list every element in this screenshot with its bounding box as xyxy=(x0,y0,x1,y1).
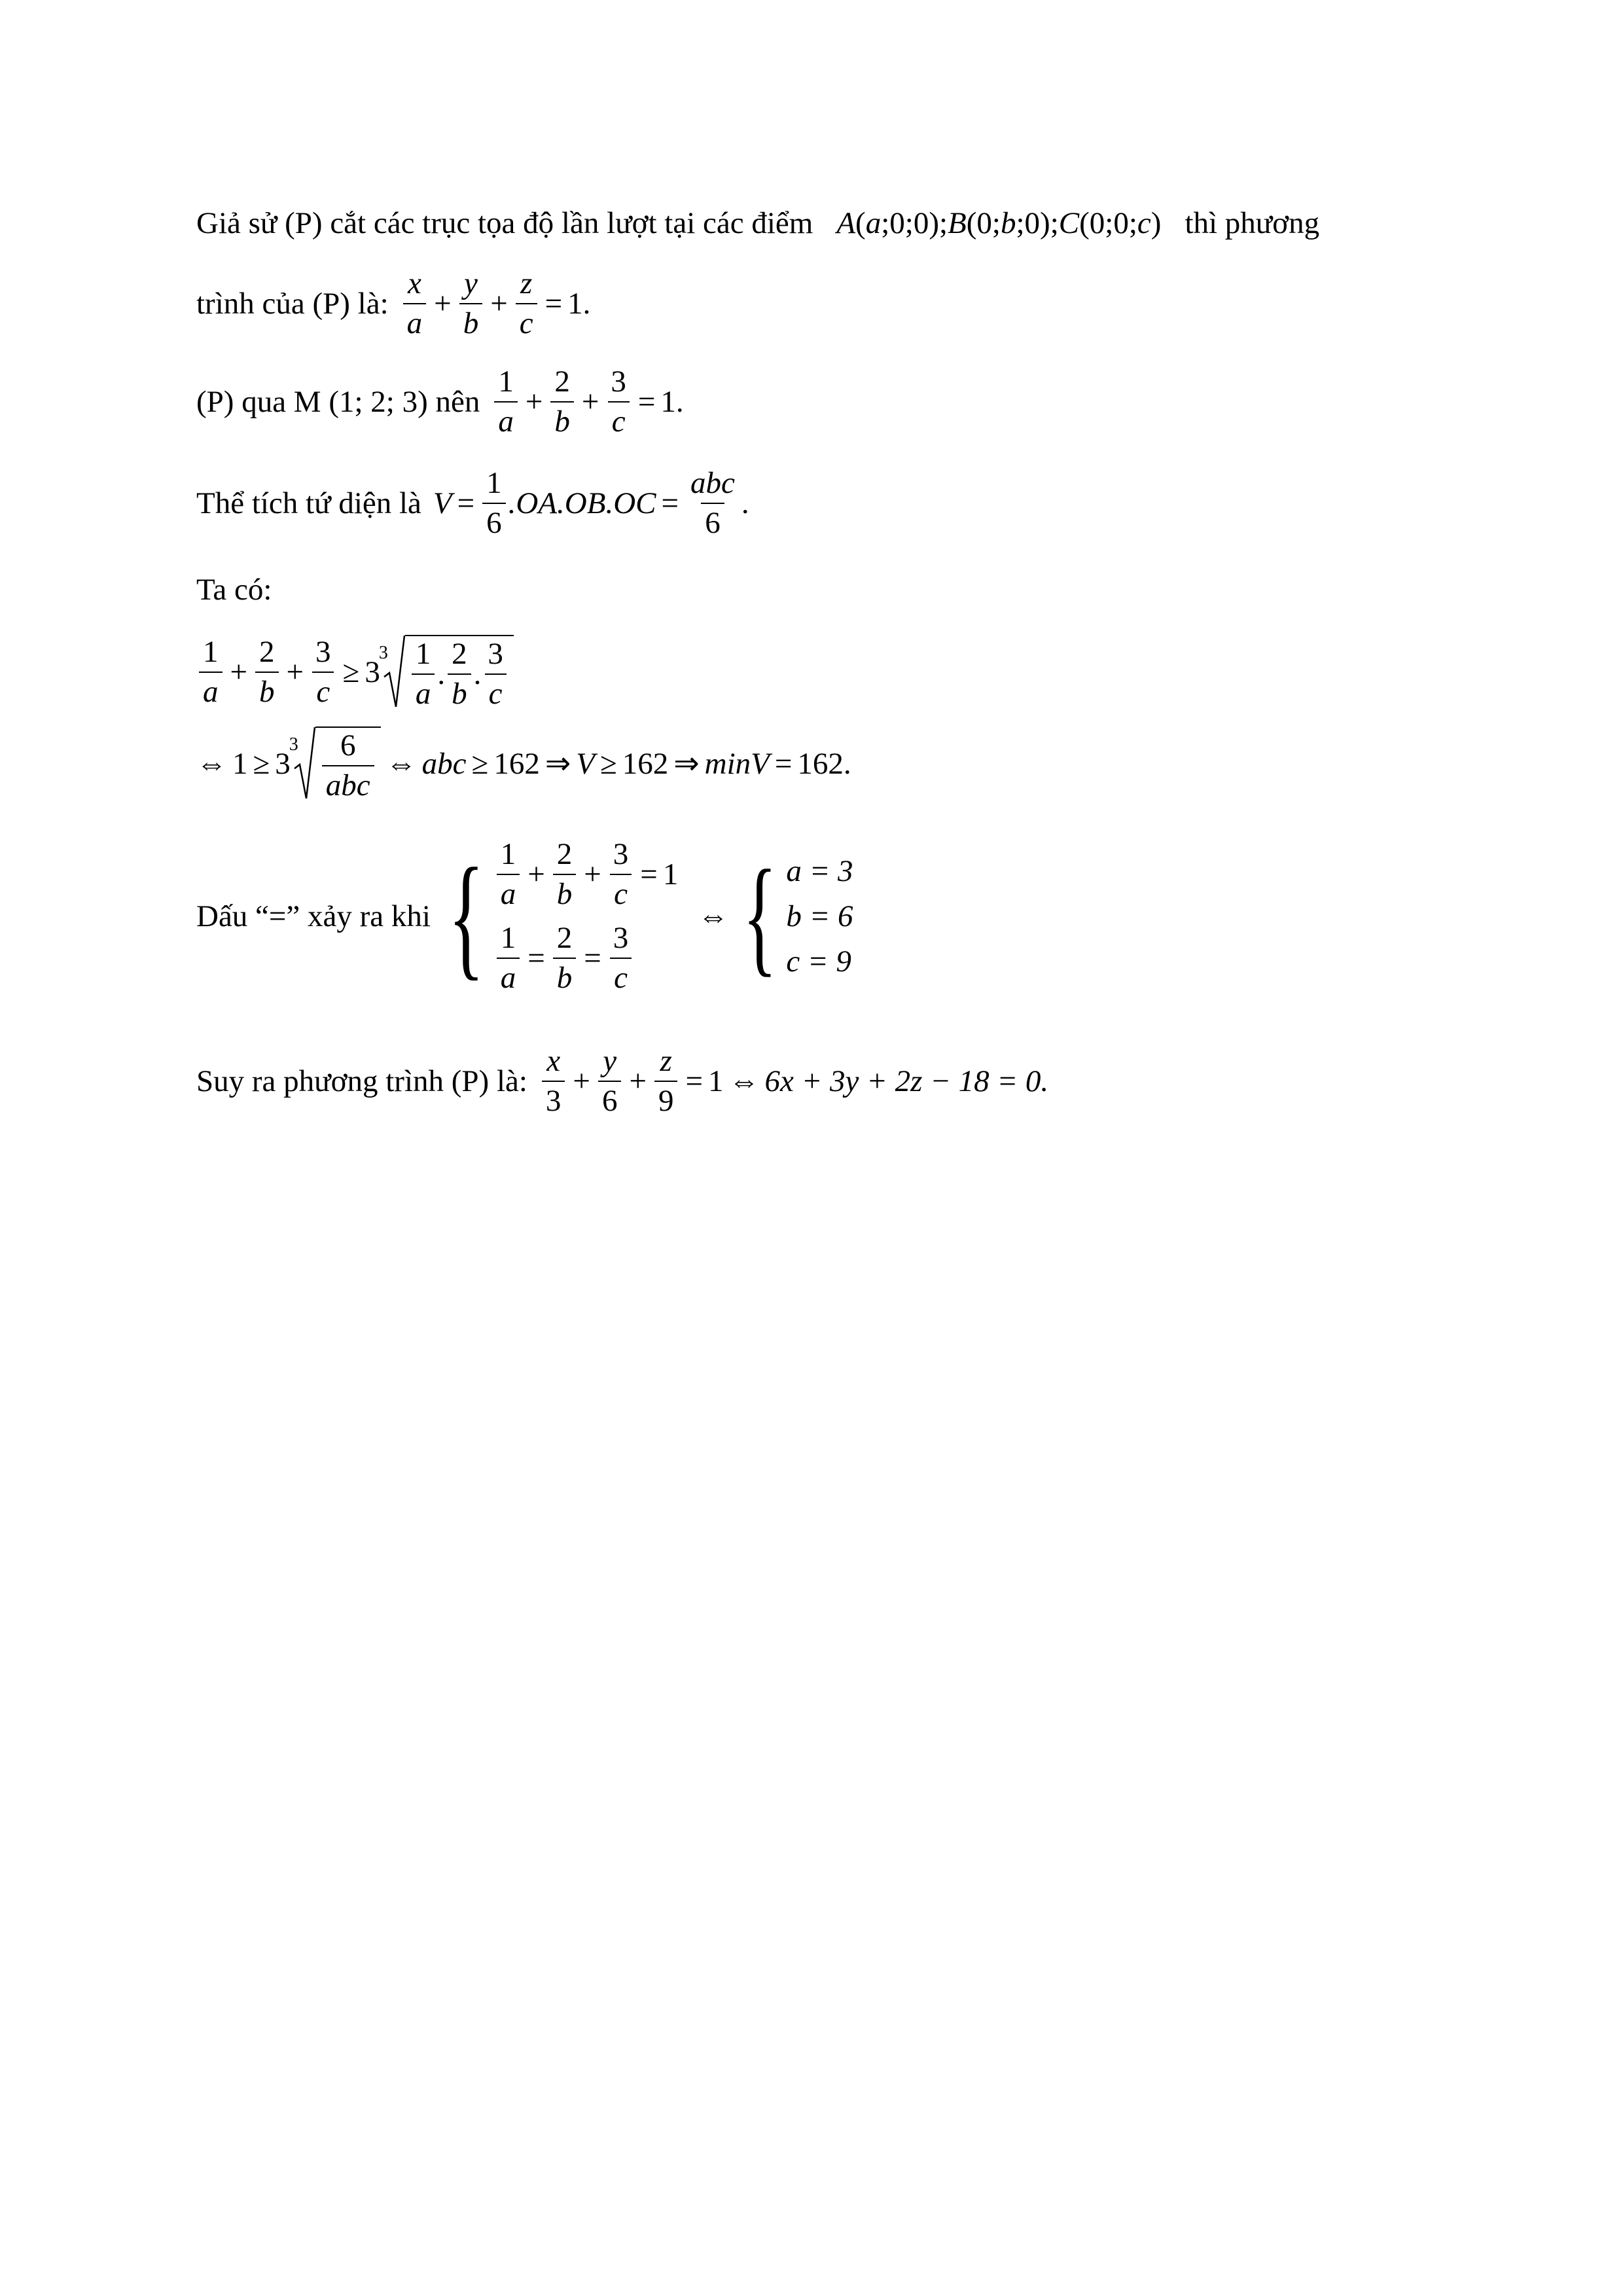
equation-system: { $\frac{1}{a}$ + $\frac{2}{b}$ + $\frac{3}{c}$ = 1 $\frac{1}{a}$ = $\frac{2}{b}$ = $\frac{3}{c}$ xyxy=(448,837,679,995)
line-2: trình của (P) là: $\frac{x}{a}$ + $\frac{y}{b}$ + $\frac{z}{c}$ = 1. xyxy=(196,266,591,340)
final-equation: 6x + 3y + 2z − 18 = 0. xyxy=(764,1064,1049,1098)
fraction-abc-6: $\frac{\text{abc}}{6}$ xyxy=(690,466,735,540)
cube-root-2: 3 $\frac{6}{\text{abc}}$ xyxy=(293,726,381,801)
line-1: Giả sử (P) cắt các trục tọa độ lần lượt tại các điểm A ( a ; 0 ; 0 ); B ( 0 ; b ; 0 ); C ( 0 ; 0 ; c ) thì phương xyxy=(196,206,1320,240)
line-9: Suy ra phương trình (P) là: $\frac{x}{3}$ + $\frac{y}{6}$ + $\frac{z}{9}$ = 1 ⇔ 6x + 3y + 2z − 18 = 0. xyxy=(196,1044,1049,1118)
cube-root: 3 $\frac{1}{a}$ . $\frac{2}{b}$ . $\frac{3}{c}$ xyxy=(383,635,514,709)
line-3: (P) qua M (1; 2; 3) nên $\frac{1}{a}$ + $\frac{2}{b}$ + $\frac{3}{c}$ = 1. xyxy=(196,365,684,439)
fraction-z-c: $\frac{z}{c}$ xyxy=(516,268,537,339)
line-7: ⇔ 1 ≥ 3 3 $\frac{6}{\text{abc}}$ ⇔ abc ≥ 162 ⇒ V ≥ 162 ⇒ minV = 162. xyxy=(196,726,851,801)
line-5: Ta có: xyxy=(196,573,272,607)
fraction-1-6: $\frac{1}{6}$ xyxy=(482,468,506,539)
line-1-tail: thì phương xyxy=(1185,206,1320,240)
fraction-y-b: $\frac{y}{b}$ xyxy=(459,268,483,339)
fraction-1-a: $\frac{1}{a}$ xyxy=(494,367,518,437)
solution-system: { a = 3 b = 6 c = 9 xyxy=(742,844,853,988)
fraction-2-b: $\frac{2}{b}$ xyxy=(550,367,574,437)
fraction-3-c: $\frac{3}{c}$ xyxy=(607,367,630,437)
fraction-x-a: $\frac{x}{a}$ xyxy=(403,268,427,339)
product-oa-ob-oc: .OA.OB.OC xyxy=(508,486,656,520)
line-4: Thể tích tứ diện là V = $\frac{1}{6}$ .OA.OB.OC = $\frac{\text{abc}}{6}$ . xyxy=(196,466,749,540)
line-8: Dấu “=” xảy ra khi { $\frac{1}{a}$ + $\frac{2}{b}$ + $\frac{3}{c}$ = 1 $\frac{1}{a}$ = $\frac{2}{b}$ = $\frac{3}{c}$ ⇔ { a = 3 b = 6 c = 9 xyxy=(196,837,853,995)
line-1-text: Giả sử (P) cắt các trục tọa độ lần lượt tại các điểm xyxy=(196,206,813,240)
line-6: $\frac{1}{a}$ + $\frac{2}{b}$ + $\frac{3}{c}$ ≥ 3 3 $\frac{1}{a}$ . $\frac{2}{b}$ . $\frac{3}{c}$ xyxy=(196,635,514,709)
